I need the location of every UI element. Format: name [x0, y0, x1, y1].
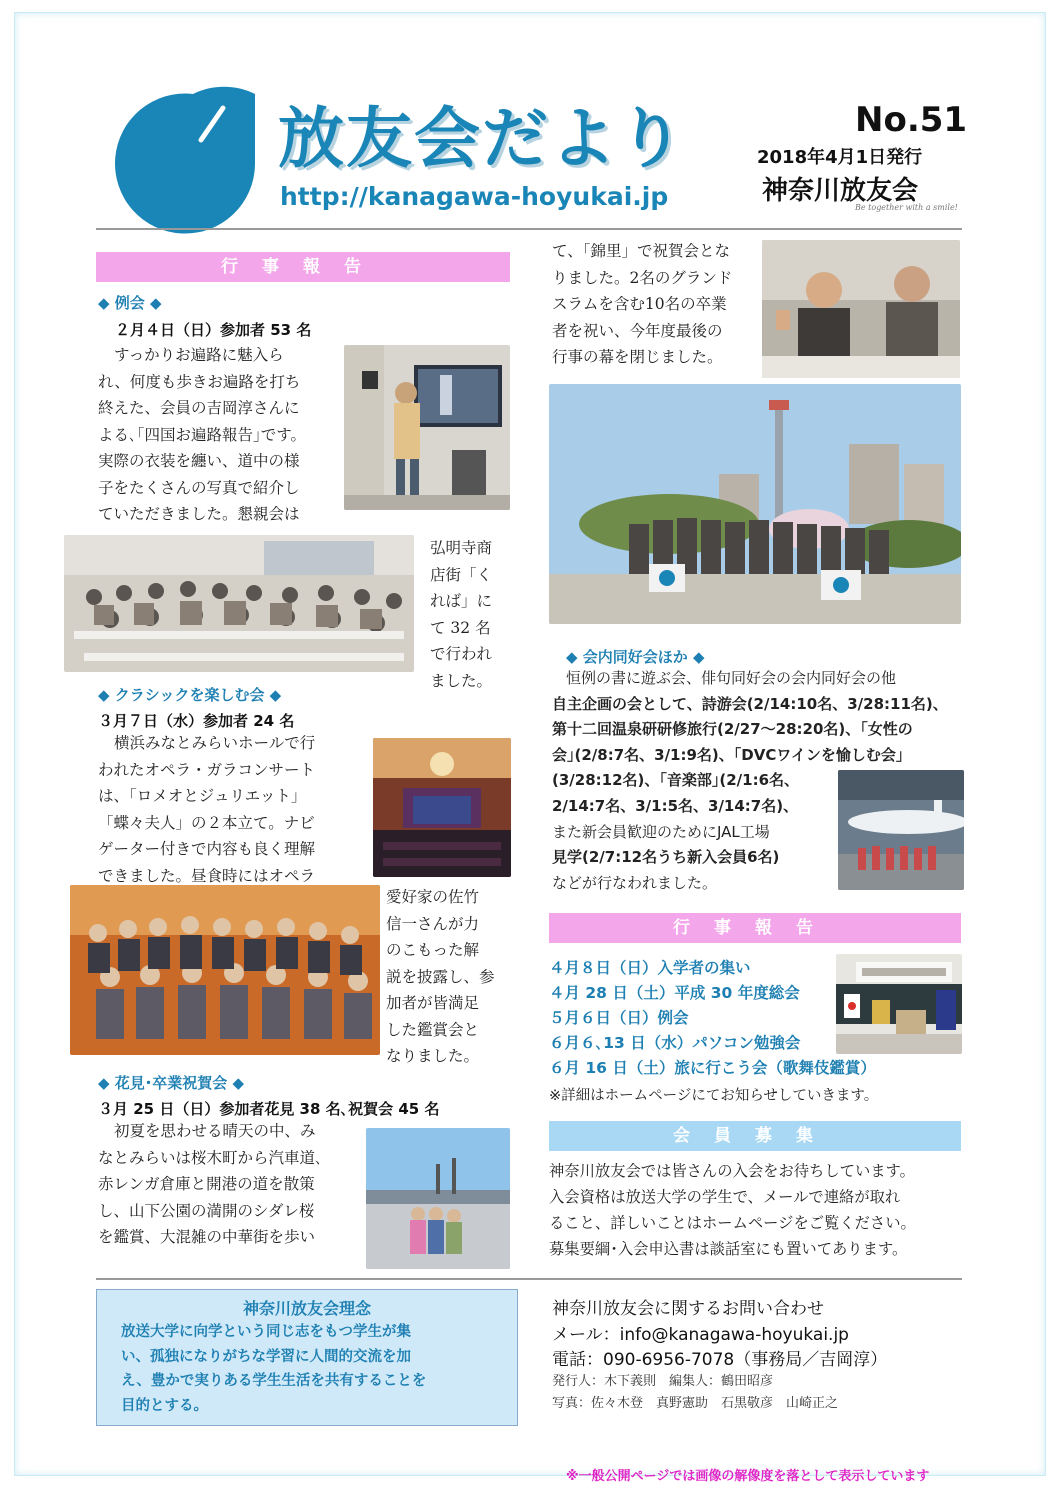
text-line: ていただきました。懇親会は [98, 505, 300, 523]
text-line: 子をたくさんの写真で紹介し [98, 478, 300, 497]
publisher-credit: 発行人：木下義則 編集人：鶴田昭彦 [552, 1374, 774, 1389]
text-line: 赤レンガ倉庫と開港の道を散策 [98, 1175, 315, 1193]
text-line: い、孤独になりがちな学習に人間的交流を加 [121, 1348, 411, 1365]
text-line: 実際の衣装を纏い、道中の様 [98, 452, 300, 470]
text-line: 募集要綱･入会申込書は談話室にも置いてあります。 [549, 1240, 908, 1258]
masthead-divider [96, 228, 962, 230]
classic-group-photo [70, 885, 380, 1055]
text-line: を鑑賞、大混雑の中華街を歩い [98, 1228, 316, 1246]
philosophy-text [121, 1320, 501, 1418]
text-line: (3/28:12名)、｢音楽部｣(2/1:6名、 [552, 771, 800, 790]
text-line: 終えた、会員の吉岡淳さんに [98, 399, 300, 417]
hanami-body [98, 1118, 366, 1251]
text-line: れば」に [430, 592, 493, 610]
text-line: 加者が皆満足 [386, 994, 480, 1012]
text-line: 者を祝い、今年度最後の [552, 321, 723, 340]
schedule-item: ６月６､13 日（水）パソコン勉強会 [549, 1034, 801, 1052]
hanami-continued-text [552, 238, 762, 371]
schedule-note: ※詳細はホームページにてお知らせしていきます。 [549, 1088, 879, 1104]
clubs-heading: ◆ 会内同好会ほか ◆ [566, 648, 705, 666]
logo-mark-icon [105, 84, 265, 234]
text-line: 店街「く [430, 565, 493, 584]
text-line: 神奈川放友会では皆さんの入会をお待ちしています。 [549, 1162, 915, 1180]
footer-divider [96, 1278, 962, 1280]
schedule-item: ４月８日（日）入学者の集い [549, 959, 751, 977]
text-line: できました。昼食時にはオペラ [98, 866, 316, 885]
text-line: 愛好家の佐竹 [386, 888, 480, 906]
organization-name: 神奈川放友会 [762, 176, 919, 206]
text-line: また新会員歓迎のためにJAL工場 [552, 822, 770, 841]
classic-heading: ◆ クラシックを楽しむ会 ◆ [98, 686, 282, 704]
philosophy-title: 神奈川放友会理念 [242, 1299, 371, 1318]
text-line: 会｣(2/8:7名、3/1:9名)、「DVCワインを愉しむ会」 [552, 745, 911, 764]
text-line: は、「ロメオとジュリエット」 [98, 787, 307, 805]
schedule-item: ６月 16 日（土）旅に行こう会（歌舞伎鑑賞） [549, 1059, 876, 1077]
newsletter-title: 放友会だより [278, 100, 686, 177]
text-line: で行われ [430, 645, 493, 663]
site-url-link[interactable]: http://kanagawa-hoyukai.jp [280, 182, 669, 211]
text-line: 初夏を思わせる晴天の中、み [114, 1122, 316, 1140]
text-line: 自主企画の会として、詩游会(2/14:10名、3/28:11名)、 [552, 694, 948, 713]
reikai-heading: ◆ 例会 ◆ [98, 294, 162, 312]
issue-number: No.51 [855, 100, 968, 140]
reikai-date-attendance: ２月４日（日）参加者 53 名 [115, 321, 312, 339]
text-line: 見学(2/7:12名うち新入会員6名) [552, 848, 780, 867]
text-line: などが行なわれました。 [552, 873, 718, 892]
classic-body [98, 730, 366, 889]
text-line: 第十二回温泉研研修旅行(2/27〜28:20名)、｢女性の [552, 720, 913, 739]
text-line: し、山下公園の満開のシダレ桜 [98, 1201, 315, 1220]
yokohama-group-photo [549, 384, 961, 624]
resolution-notice: ※一般公開ページでは画像の解像度を落として表示しています [566, 1469, 930, 1484]
text-line: のこもった解 [386, 941, 480, 959]
event-report-band: 行事報告 [96, 252, 510, 282]
schedule-band: 行事報告 [549, 913, 961, 943]
speaker-photo [344, 345, 510, 510]
entrance-ceremony-photo [836, 954, 962, 1054]
contact-mail-link[interactable]: メール：info@kanagawa-hoyukai.jp [552, 1325, 849, 1345]
text-line: 放送大学に向学という同じ志をもつ学生が集 [121, 1324, 411, 1340]
hanami-date-attendance: ３月 25 日（日）参加者花見 38 名､祝賀会 45 名 [98, 1100, 440, 1118]
text-line: て 32 名 [430, 618, 491, 637]
classic-side-text [386, 884, 516, 1070]
classic-date-attendance: ３月７日（水）参加者 24 名 [98, 712, 295, 730]
seminar-room-photo [64, 535, 414, 672]
reikai-side-text [430, 535, 514, 694]
text-line: 信一さんが力 [386, 914, 480, 933]
recruit-band: 会員募集 [549, 1121, 961, 1151]
recruit-body [549, 1158, 969, 1262]
text-line: て、「錦里」で祝賀会とな [552, 242, 730, 260]
text-line: 行事の幕を閉じました。 [552, 348, 723, 366]
text-line: よる､｢四国お遍路報告｣です。 [98, 425, 307, 444]
contact-phone: 電話：090-6956-7078（事務局／吉岡淳） [552, 1350, 888, 1370]
contact-title: 神奈川放友会に関するお問い合わせ [552, 1299, 824, 1319]
reikai-body [98, 342, 360, 528]
text-line: りました。2名のグランド [552, 268, 733, 287]
motto: Be together with a smile! [855, 203, 958, 212]
concert-hall-photo [373, 738, 511, 877]
text-line: スラムを含む10名の卒業 [552, 295, 727, 313]
photo-credit: 写真：佐々木登 真野憲助 石黒敬彦 山崎正之 [552, 1396, 839, 1411]
philosophy-box [96, 1289, 518, 1426]
celebration-party-photo [762, 240, 960, 378]
text-line: ゲーター付きで内容も良く理解 [98, 840, 316, 858]
text-line: 横浜みなとみらいホールで行 [114, 734, 316, 752]
text-line: 恒例の書に遊ぶ会、俳句同好会の会内同好会の他 [566, 669, 897, 687]
text-line: 弘明寺商 [430, 539, 493, 557]
harbor-walk-photo [366, 1128, 510, 1269]
hanami-heading: ◆ 花見･卒業祝賀会 ◆ [98, 1074, 245, 1092]
text-line: なとみらいは桜木町から汽車道､ [98, 1148, 323, 1167]
text-line: 目的とする。 [121, 1397, 208, 1414]
jal-hangar-photo [838, 770, 964, 890]
text-line: 「蝶々夫人」の２本立て。ナビ [98, 813, 315, 832]
text-line: 2/14:7名、3/1:5名、3/14:7名)、 [552, 796, 799, 815]
text-line: なりました。 [386, 1047, 480, 1065]
schedule-item: ４月 28 日（土）平成 30 年度総会 [549, 984, 800, 1002]
text-line: ること、詳しいことはホームページをご覧ください。 [549, 1214, 916, 1232]
text-line: 入会資格は放送大学の学生で、メールで連絡が取れ [549, 1188, 901, 1206]
issue-date: 2018年4月1日発行 [757, 147, 923, 168]
text-line: われたオペラ・ガラコンサート [98, 760, 316, 779]
schedule-list [549, 956, 876, 1081]
text-line: れ、何度も歩きお遍路を打ち [98, 372, 301, 391]
text-line: した鑑賞会と [386, 1020, 480, 1039]
text-line: ました。 [430, 671, 493, 690]
text-line: 説を披露し、参 [386, 967, 495, 986]
text-line: え、豊かで実りある学生生活を共有することを [121, 1373, 427, 1389]
text-line: すっかりお遍路に魅入ら [114, 346, 284, 364]
schedule-item: ５月６日（日）例会 [549, 1009, 689, 1027]
